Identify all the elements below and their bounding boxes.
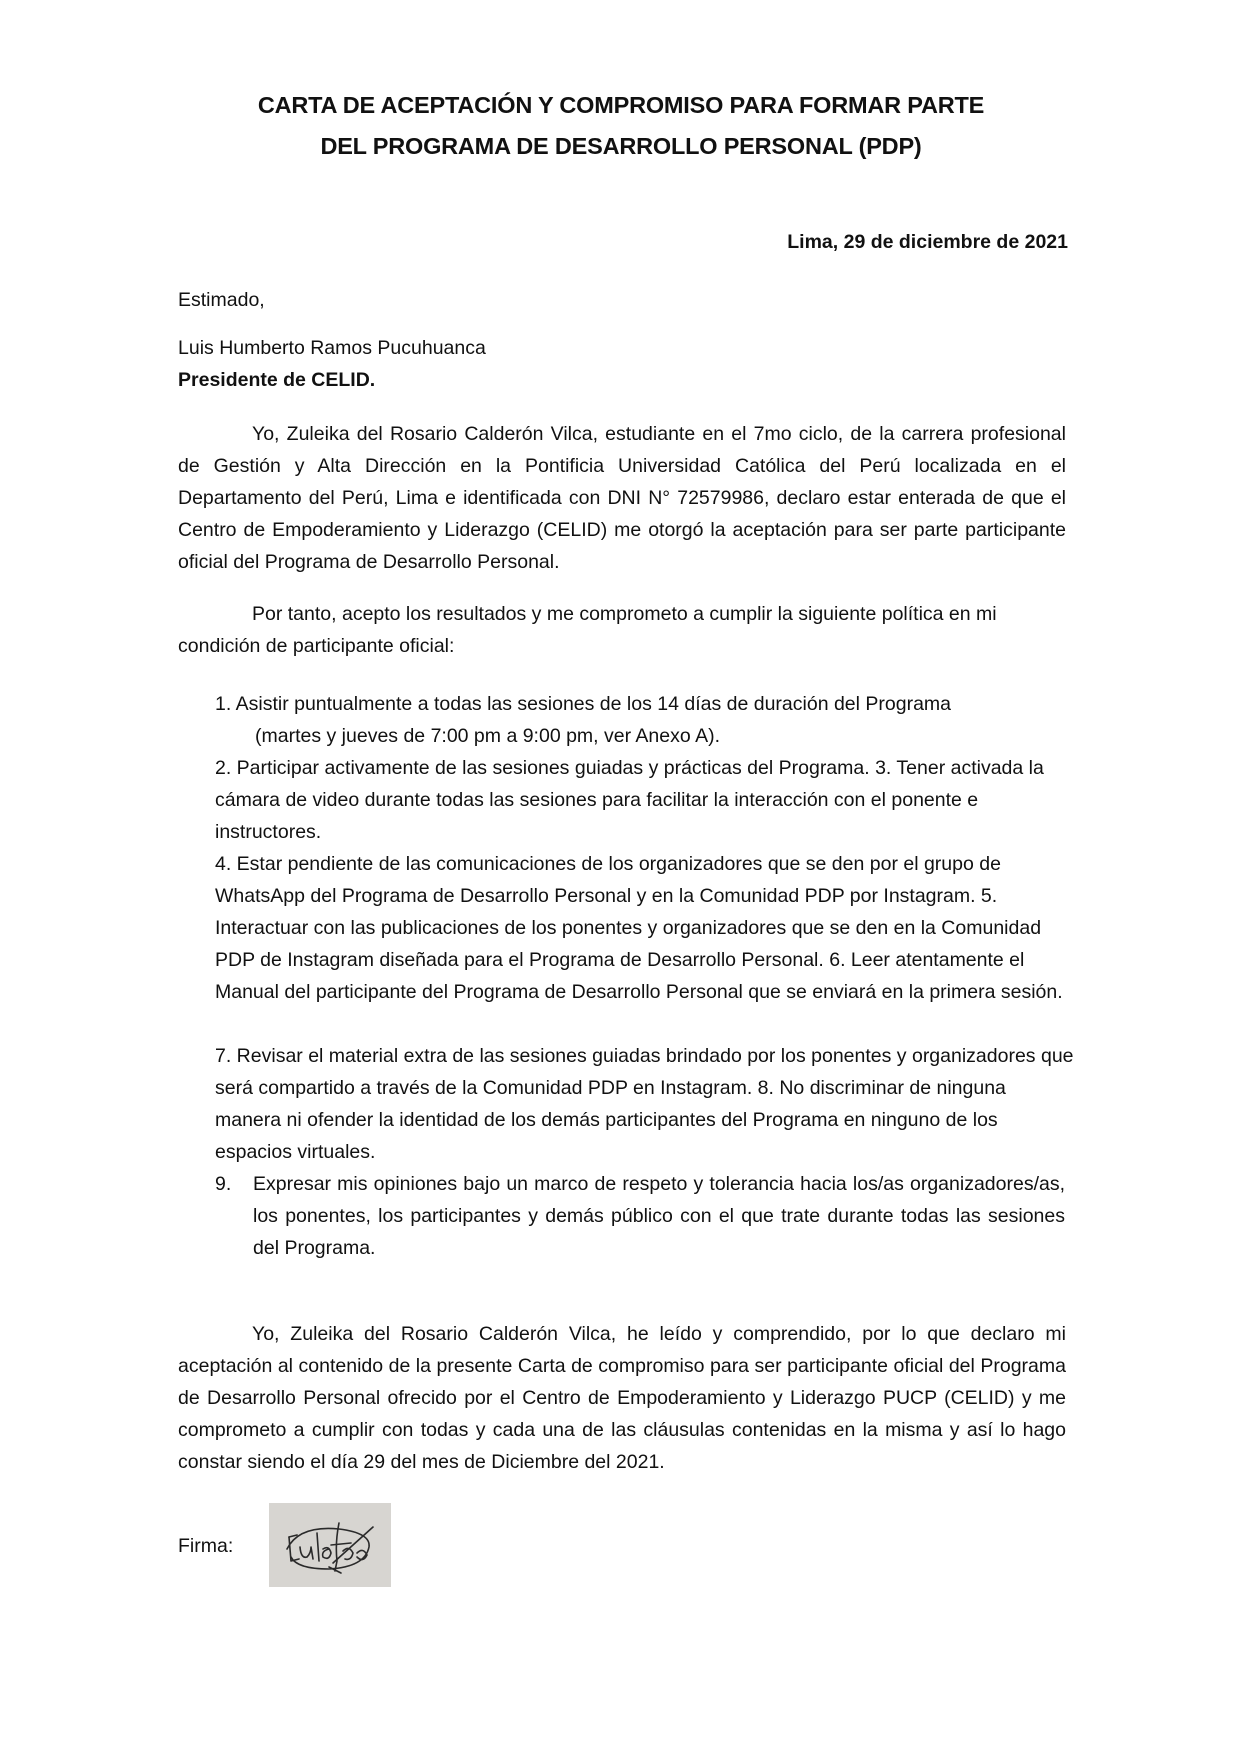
title-line-1: CARTA DE ACEPTACIÓN Y COMPROMISO PARA FORMAR PARTE <box>257 92 985 118</box>
title-line-2: DEL PROGRAMA DE DESARROLLO PERSONAL (PDP) <box>320 133 922 159</box>
commitment-intro-paragraph: Por tanto, acepto los resultados y me comprometo a cumplir la siguiente política en mi condición de participante oficial: <box>178 603 997 657</box>
list-item: 7. Revisar el material extra de las sesiones guiadas brindado por los ponentes y organizadores que será compartido a través de la Comunidad PDP en Instagram. 8. No discriminar de ninguna manera ni ofender la identidad de los demás participantes del Programa en ninguno de los espacios virtuales. <box>215 1045 1074 1163</box>
acceptance-paragraph: Yo, Zuleika del Rosario Calderón Vilca, he leído y comprendido, por lo que declaro mi aceptación al contenido de la presente Carta de compromiso para ser participante oficial del Programa de Desarrollo Personal ofrecido por el Centro de Empoderamiento y Liderazgo PUCP (CELID) y me comprometo a cumplir con todas y cada una de las cláusulas contenidas en la misma y así lo hago constar siendo el día 29 del mes de Diciembre del 2021. <box>178 1323 1066 1473</box>
signature-image <box>269 1503 391 1587</box>
list-item: 2. Participar activamente de las sesiones guiadas y prácticas del Programa. 3. Tener activada la cámara de video durante todas las sesiones para facilitar la interacción con el ponente e instructores. <box>215 757 1044 843</box>
list-item-number: 9. <box>215 1173 232 1195</box>
recipient-name: Luis Humberto Ramos Pucuhuanca <box>178 337 486 359</box>
list-item-line: 1. Asistir puntualmente a todas las sesiones de los 14 días de duración del Programa <box>215 693 952 715</box>
list-item-text: Expresar mis opiniones bajo un marco de respeto y tolerancia hacia los/as organizadores/as, los ponentes, los participantes y demás público con el que trate durante todas las sesiones del Programa. <box>253 1173 1065 1259</box>
letter-date: Lima, 29 de diciembre de 2021 <box>787 231 1068 253</box>
list-item <box>215 1168 1065 1264</box>
list-item-continuation: (martes y jueves de 7:00 pm a 9:00 pm, ver Anexo A). <box>255 725 720 747</box>
handwritten-signature-icon <box>269 1503 391 1587</box>
list-item <box>215 688 1035 752</box>
list-item: 4. Estar pendiente de las comunicaciones de los organizadores que se den por el grupo de WhatsApp del Programa de Desarrollo Personal y en la Comunidad PDP por Instagram. 5. Interactuar con las publicaciones de los ponentes y organizadores que se den en la Comunidad PDP de Instagram diseñada para el Programa de Desarrollo Personal. 6. Leer atentamente el Manual del participante del Programa de Desarrollo Personal que se enviará en la primera sesión. <box>215 853 1063 1003</box>
greeting: Estimado, <box>178 289 265 311</box>
signature-label: Firma: <box>178 1535 234 1557</box>
recipient-role: Presidente de CELID. <box>178 369 376 391</box>
declaration-paragraph: Yo, Zuleika del Rosario Calderón Vilca, estudiante en el 7mo ciclo, de la carrera profesional de Gestión y Alta Dirección en la Pontificia Universidad Católica del Perú localizada en el Departamento del Perú, Lima e identificada con DNI N° 72579986, declaro estar enterada de que el Centro de Empoderamiento y Liderazgo (CELID) me otorgó la aceptación para ser parte participante oficial del Programa de Desarrollo Personal. <box>178 423 1066 573</box>
